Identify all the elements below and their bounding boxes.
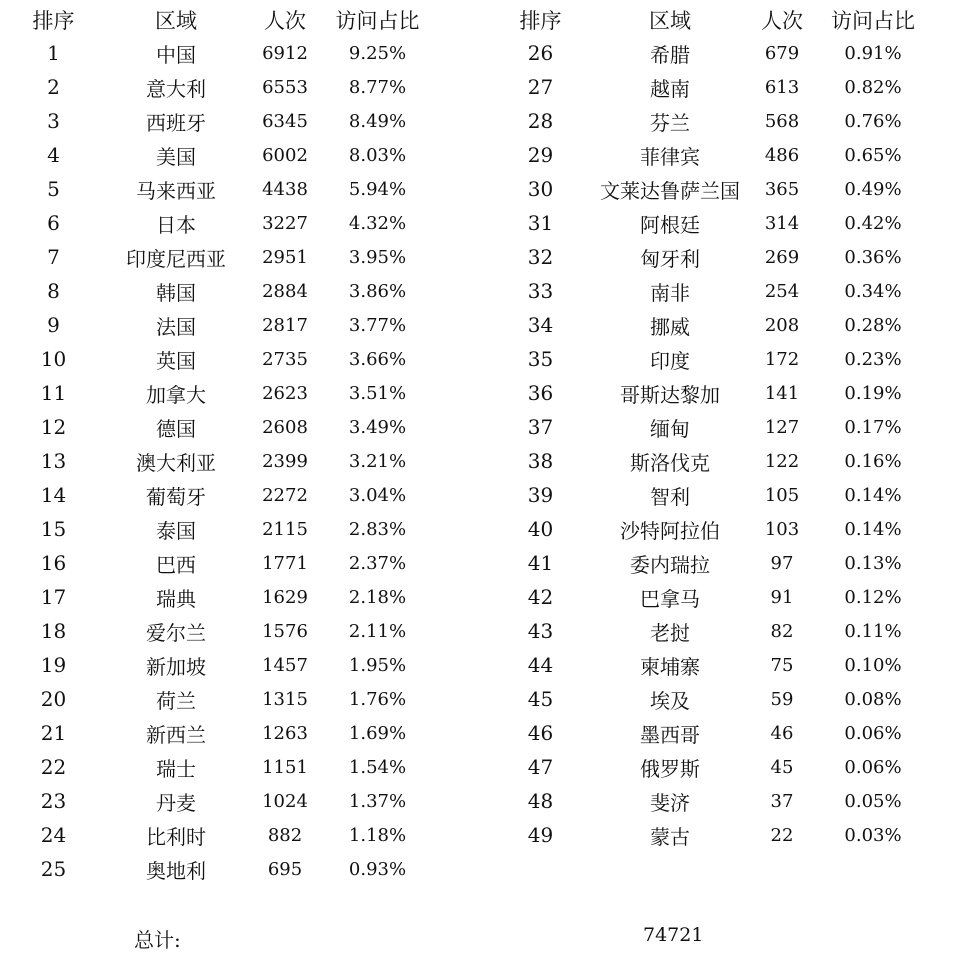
share-cell: 1.54% [348,756,407,778]
count-cell: 365 [764,178,800,200]
count-cell: 208 [764,314,800,336]
region-cell: 沙特阿拉伯 [620,518,720,543]
share-header: 访问占比 [335,9,420,33]
region-cell: 缅甸 [650,416,690,441]
region-header: 区域 [649,9,691,33]
region-cell: 墨西哥 [640,722,700,747]
region-cell: 巴拿马 [640,586,700,611]
share-cell: 0.65% [844,144,902,166]
rank-cell: 38 [527,449,554,473]
share-cell: 0.34% [844,280,902,302]
share-cell: 1.69% [348,722,407,744]
region-cell: 爱尔兰 [146,620,206,645]
region-cell: 南非 [650,280,690,305]
share-cell: 0.13% [844,552,902,574]
share-cell: 0.49% [844,178,902,200]
table-row [487,546,928,580]
rank-cell: 21 [40,721,67,745]
region-header: 区域 [155,9,197,33]
table-row [0,750,430,784]
share-cell: 0.11% [844,620,902,642]
rank-cell: 14 [40,483,67,507]
rank-cell: 13 [40,449,67,473]
region-cell: 斐济 [650,790,690,815]
share-cell: 3.21% [348,450,407,472]
table-row [0,36,430,70]
region-cell: 巴西 [156,552,196,577]
share-cell: 0.28% [844,314,902,336]
rank-cell: 1 [47,41,60,65]
rank-cell: 11 [40,381,67,405]
rank-cell: 9 [47,313,60,337]
count-cell: 486 [764,144,800,166]
table-row [0,274,430,308]
share-cell: 5.94% [348,178,407,200]
table-row [0,614,430,648]
table-row [487,478,928,512]
table-row [0,648,430,682]
count-cell: 2623 [262,382,308,404]
rank-cell: 22 [40,755,67,779]
table-row [0,138,430,172]
region-cell: 泰国 [156,518,196,543]
region-cell: 韩国 [156,280,196,305]
rank-cell: 7 [47,245,60,269]
table-row [487,750,928,784]
table-row [487,70,928,104]
count-cell: 37 [770,790,794,812]
share-cell: 1.76% [348,688,407,710]
region-cell: 匈牙利 [640,246,700,271]
table-row [0,546,430,580]
rank-cell: 40 [527,517,554,541]
left-region-table [0,4,430,886]
share-cell: 0.12% [844,586,902,608]
share-cell: 3.49% [348,416,407,438]
table-row [0,580,430,614]
rank-header: 排序 [519,9,562,33]
table-row [487,36,928,70]
region-cell: 意大利 [146,76,206,101]
share-cell: 0.16% [844,450,902,472]
region-cell: 希腊 [650,42,690,67]
count-cell: 2115 [262,518,308,540]
region-cell: 俄罗斯 [640,756,700,781]
count-cell: 2817 [262,314,308,336]
table-row [487,648,928,682]
rank-cell: 2 [47,75,60,99]
rank-cell: 45 [527,687,554,711]
rank-cell: 30 [527,177,554,201]
count-cell: 59 [770,688,794,710]
count-cell: 22 [770,824,794,846]
table-row [0,716,430,750]
region-cell: 芬兰 [650,110,690,135]
table-row [0,308,430,342]
rank-cell: 23 [40,789,67,813]
count-cell: 314 [764,212,800,234]
share-cell: 2.11% [348,620,407,642]
rank-cell: 44 [527,653,554,677]
table-row [487,206,928,240]
count-cell: 75 [770,654,794,676]
share-cell: 2.18% [348,586,407,608]
region-cell: 老挝 [650,620,690,645]
rank-cell: 26 [527,41,554,65]
share-cell: 3.66% [348,348,407,370]
table-row [487,376,928,410]
rank-cell: 49 [527,823,554,847]
share-cell: 0.10% [844,654,902,676]
count-cell: 172 [764,348,800,370]
count-cell: 6553 [262,76,308,98]
share-cell: 4.32% [348,212,407,234]
table-row [487,138,928,172]
table-row [487,682,928,716]
share-cell: 3.77% [348,314,407,336]
count-cell: 4438 [262,178,308,200]
region-cell: 法国 [156,314,196,339]
count-cell: 2735 [262,348,308,370]
count-cell: 127 [764,416,800,438]
total-value: 74721 [643,924,704,946]
rank-cell: 32 [527,245,554,269]
share-cell: 0.14% [844,484,902,506]
table-row [0,818,430,852]
table-row [487,172,928,206]
count-cell: 1263 [262,722,308,744]
count-cell: 82 [770,620,794,642]
region-cell: 新加坡 [146,654,206,679]
table-row [487,818,928,852]
share-cell: 2.83% [348,518,407,540]
rank-cell: 12 [40,415,67,439]
region-cell: 瑞士 [156,756,196,781]
count-cell: 97 [770,552,794,574]
share-cell: 0.93% [348,858,407,880]
rank-cell: 46 [527,721,554,745]
rank-cell: 8 [47,279,60,303]
count-cell: 2272 [262,484,308,506]
table-row [487,784,928,818]
region-cell: 文莱达鲁萨兰国 [600,178,740,203]
region-cell: 美国 [156,144,196,169]
region-cell: 中国 [156,42,196,67]
region-cell: 挪威 [650,314,690,339]
count-cell: 1315 [262,688,308,710]
region-cell: 埃及 [650,688,690,713]
table-row [0,852,430,886]
share-cell: 9.25% [348,42,407,64]
region-cell: 哥斯达黎加 [620,382,720,407]
rank-cell: 35 [527,347,554,371]
region-cell: 印度 [650,348,690,373]
region-cell: 英国 [156,348,196,373]
table-row [487,444,928,478]
region-cell: 瑞典 [156,586,196,611]
share-cell: 0.42% [844,212,902,234]
count-cell: 882 [267,824,303,846]
table-row [487,342,928,376]
table-row [0,206,430,240]
rank-cell: 4 [47,143,60,167]
share-cell: 0.05% [844,790,902,812]
count-header: 人次 [264,9,306,33]
share-cell: 8.49% [348,110,407,132]
region-cell: 西班牙 [146,110,206,135]
count-cell: 6002 [262,144,308,166]
rank-cell: 43 [527,619,554,643]
count-cell: 1024 [262,790,308,812]
count-cell: 613 [764,76,800,98]
region-cell: 智利 [650,484,690,509]
count-cell: 141 [764,382,800,404]
share-cell: 0.03% [844,824,902,846]
rank-cell: 24 [40,823,67,847]
table-row [487,716,928,750]
share-cell: 0.06% [844,756,902,778]
table-row [487,308,928,342]
region-cell: 蒙古 [650,824,690,849]
region-cell: 阿根廷 [640,212,700,237]
count-cell: 2399 [262,450,308,472]
rank-cell: 15 [40,517,67,541]
rank-cell: 16 [40,551,67,575]
rank-cell: 42 [527,585,554,609]
count-header: 人次 [761,9,803,33]
share-cell: 1.95% [348,654,407,676]
share-cell: 3.86% [348,280,407,302]
share-cell: 3.04% [348,484,407,506]
share-cell: 3.51% [348,382,407,404]
count-cell: 2951 [262,246,308,268]
share-cell: 1.37% [348,790,407,812]
share-cell: 0.17% [844,416,902,438]
count-cell: 91 [770,586,794,608]
table-row [0,410,430,444]
table-row [487,274,928,308]
count-cell: 6912 [262,42,308,64]
table-row [0,104,430,138]
header-row [487,4,928,36]
count-cell: 1151 [262,756,308,778]
total-label: 总计: [134,928,181,952]
region-cell: 葡萄牙 [146,484,206,509]
region-cell: 丹麦 [156,790,196,815]
count-cell: 1771 [262,552,308,574]
region-cell: 新西兰 [146,722,206,747]
count-cell: 269 [764,246,800,268]
count-cell: 46 [770,722,794,744]
count-cell: 1457 [262,654,308,676]
region-cell: 澳大利亚 [136,450,216,475]
region-cell: 越南 [650,76,690,101]
share-cell: 0.76% [844,110,902,132]
rank-cell: 20 [40,687,67,711]
share-cell: 1.18% [348,824,407,846]
table-row [487,512,928,546]
rank-cell: 47 [527,755,554,779]
table-row [0,342,430,376]
region-cell: 德国 [156,416,196,441]
table-row [487,410,928,444]
rank-header: 排序 [32,9,75,33]
rank-cell: 3 [47,109,60,133]
share-cell: 0.91% [844,42,902,64]
region-cell: 马来西亚 [136,178,216,203]
count-cell: 105 [764,484,800,506]
share-cell: 0.19% [844,382,902,404]
table-row [0,444,430,478]
share-cell: 2.37% [348,552,407,574]
count-cell: 2608 [262,416,308,438]
share-cell: 0.08% [844,688,902,710]
rank-cell: 19 [40,653,67,677]
rank-cell: 37 [527,415,554,439]
rank-cell: 25 [40,857,67,881]
count-cell: 103 [764,518,800,540]
count-cell: 1576 [262,620,308,642]
header-row [0,4,430,36]
count-cell: 254 [764,280,800,302]
region-cell: 比利时 [146,824,206,849]
rank-cell: 28 [527,109,554,133]
share-cell: 8.03% [348,144,407,166]
share-cell: 0.82% [844,76,902,98]
table-row [0,240,430,274]
rank-cell: 5 [47,177,60,201]
region-cell: 奥地利 [146,858,206,883]
rank-cell: 6 [47,211,60,235]
share-cell: 0.36% [844,246,902,268]
region-cell: 菲律宾 [640,144,700,169]
count-cell: 6345 [262,110,308,132]
region-cell: 加拿大 [146,382,206,407]
table-row [0,682,430,716]
rank-cell: 48 [527,789,554,813]
rank-cell: 10 [40,347,67,371]
share-cell: 0.06% [844,722,902,744]
region-cell: 委内瑞拉 [630,552,710,577]
count-cell: 1629 [262,586,308,608]
rank-cell: 31 [527,211,554,235]
table-row [487,580,928,614]
table-row [487,240,928,274]
rank-cell: 29 [527,143,554,167]
count-cell: 679 [764,42,800,64]
rank-cell: 39 [527,483,554,507]
count-cell: 695 [267,858,303,880]
share-cell: 3.95% [348,246,407,268]
table-row [487,104,928,138]
table-row [0,512,430,546]
rank-cell: 27 [527,75,554,99]
table-row [0,784,430,818]
share-cell: 0.14% [844,518,902,540]
region-cell: 斯洛伐克 [630,450,710,475]
right-region-table [487,4,928,852]
region-cell: 柬埔寨 [640,654,700,679]
count-cell: 122 [764,450,800,472]
table-row [487,614,928,648]
share-cell: 0.23% [844,348,902,370]
rank-cell: 36 [527,381,554,405]
table-row [0,70,430,104]
region-cell: 荷兰 [156,688,196,713]
region-cell: 日本 [156,212,196,237]
count-cell: 568 [764,110,800,132]
region-cell: 印度尼西亚 [126,246,226,271]
table-row [0,376,430,410]
rank-cell: 17 [40,585,67,609]
count-cell: 3227 [262,212,308,234]
rank-cell: 33 [527,279,554,303]
share-header: 访问占比 [831,9,915,33]
share-cell: 8.77% [348,76,407,98]
rank-cell: 41 [527,551,554,575]
rank-cell: 34 [527,313,554,337]
table-row [0,478,430,512]
count-cell: 45 [770,756,794,778]
table-row [0,172,430,206]
rank-cell: 18 [40,619,67,643]
count-cell: 2884 [262,280,308,302]
